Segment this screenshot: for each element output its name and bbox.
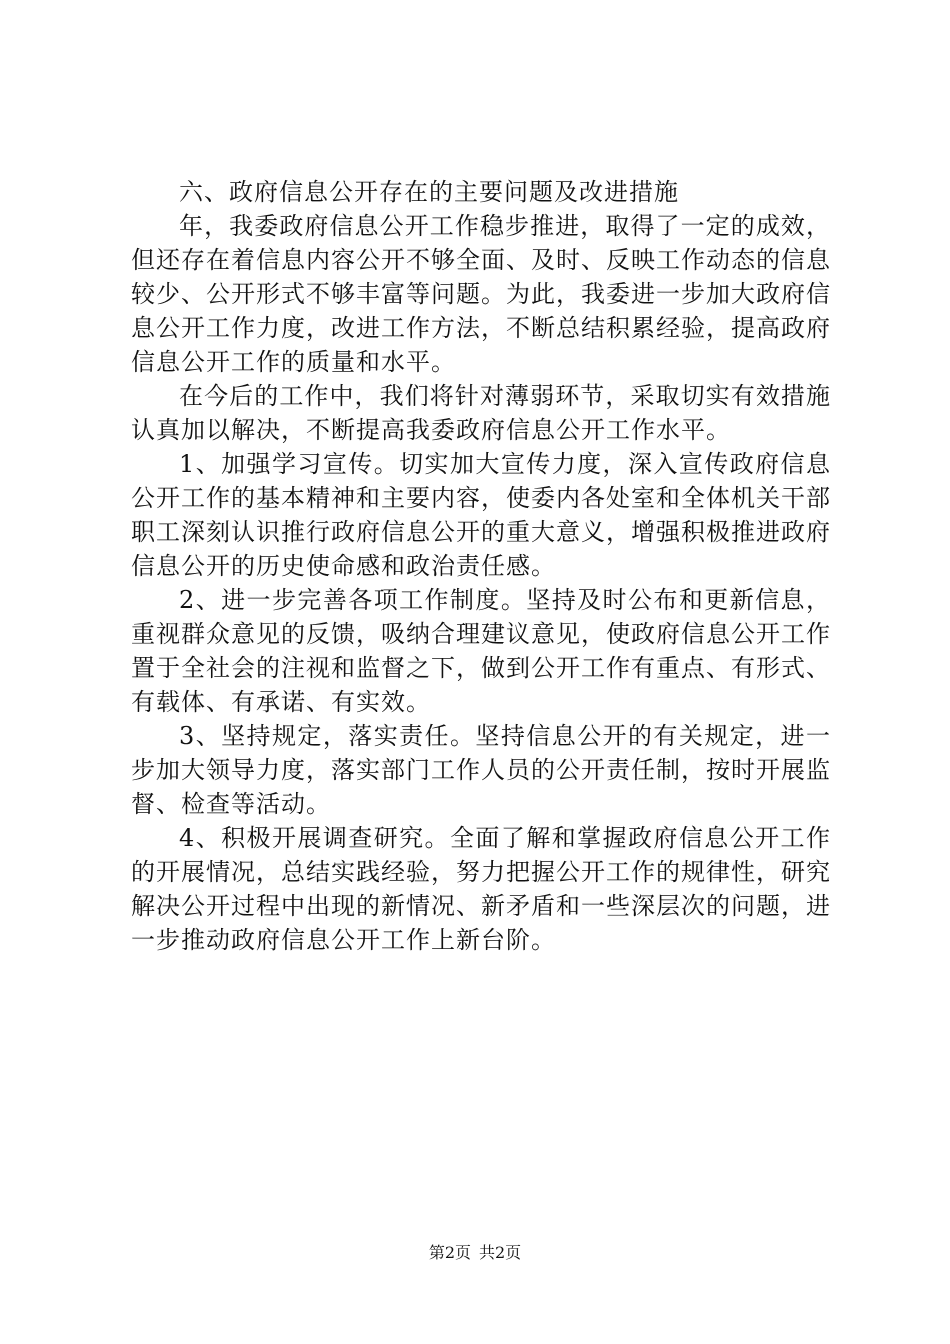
paragraph-intro: 在今后的工作中，我们将针对薄弱环节，采取切实有效措施认真加以解决，不断提高我委政府信息公开工作水平。: [131, 382, 831, 444]
paragraph-measure-3: 3、坚持规定，落实责任。坚持信息公开的有关规定，进一步加大领导力度，落实部门工作人员的公开责任制，按时开展监督、检查等活动。: [131, 722, 831, 818]
paragraph-measure-1: 1、加强学习宣传。切实加大宣传力度，深入宣传政府信息公开工作的基本精神和主要内容，使委内各处室和全体机关干部职工深刻认识推行政府信息公开的重大意义，增强积极推进政府信息公开的历史使命感和政治责任感。: [131, 450, 831, 580]
paragraph-summary: 年，我委政府信息公开工作稳步推进，取得了一定的成效，但还存在着信息内容公开不够全面、及时、反映工作动态的信息较少、公开形式不够丰富等问题。为此，我委进一步加大政府信息公开工作力度，改进工作方法，不断总结积累经验，提高政府信息公开工作的质量和水平。: [131, 212, 831, 376]
page-number-total: 共2页: [479, 1243, 522, 1262]
page-footer: [0, 1243, 950, 1263]
document-body: [131, 175, 831, 957]
paragraph-measure-2: 2、进一步完善各项工作制度。坚持及时公布和更新信息，重视群众意见的反馈，吸纳合理建议意见，使政府信息公开工作置于全社会的注视和监督之下，做到公开工作有重点、有形式、有载体、有承诺、有实效。: [131, 586, 831, 716]
section-heading: 六、政府信息公开存在的主要问题及改进措施: [179, 178, 679, 206]
page-number-current: 第2页: [428, 1243, 471, 1262]
paragraph-measure-4: 4、积极开展调查研究。全面了解和掌握政府信息公开工作的开展情况，总结实践经验，努力把握公开工作的规律性，研究解决公开过程中出现的新情况、新矛盾和一些深层次的问题，进一步推动政府信息公开工作上新台阶。: [131, 824, 831, 954]
